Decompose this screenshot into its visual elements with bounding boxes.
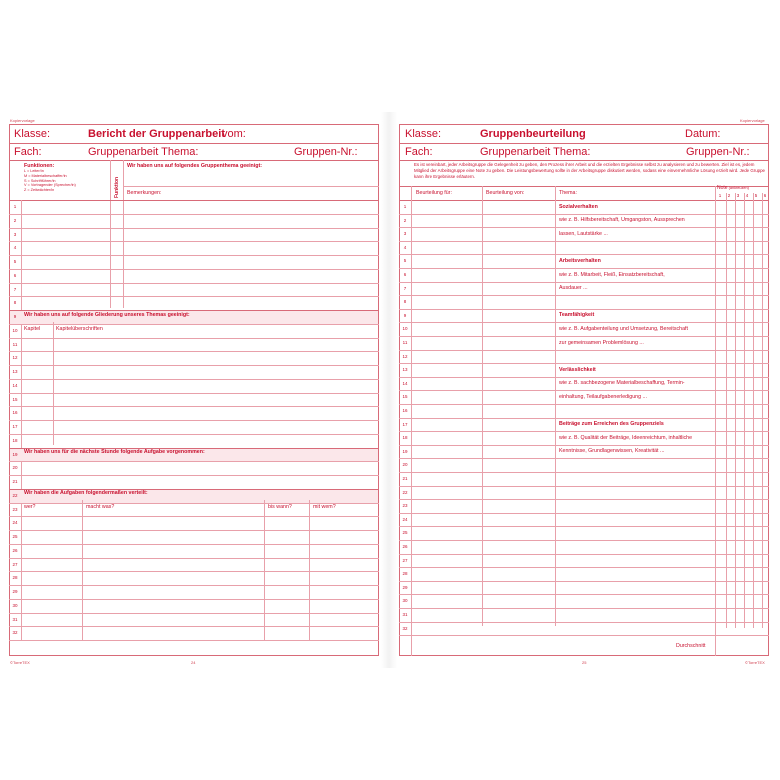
right-row-number: 31 (402, 612, 408, 617)
left-row-number: 30 (12, 602, 18, 608)
thema-label-right: Gruppenarbeit Thema: (480, 146, 591, 158)
assessment-category-description: Ausdauer ... (559, 285, 588, 292)
right-page-group-assessment (397, 112, 772, 668)
left-row-number: 9 (13, 314, 17, 319)
left-row-number: 28 (12, 575, 18, 581)
left-row-number: 31 (12, 616, 18, 622)
note-header (717, 186, 749, 191)
assessment-category: Teamfähigkeit (559, 312, 595, 319)
left-row-number: 11 (12, 341, 18, 347)
right-row-number: 13 (402, 367, 408, 373)
page-number-left: 24 (191, 660, 196, 665)
assessment-category-description: einhaltung, Teilaufgabenerledigung ... (559, 393, 647, 400)
vom-label: vom: (222, 128, 246, 140)
left-row-number: 5 (13, 259, 17, 264)
macht-was-label: macht was? (86, 504, 115, 510)
assessment-category-description: wie z. B. Qualität der Beiträge, Ideenreichtum, inhaltliche (559, 434, 693, 441)
funktion-m: M = Materialbeschaffer/in (24, 173, 67, 178)
left-row-number: 17 (12, 424, 18, 429)
page-number-right: 25 (582, 660, 587, 665)
assessment-title: Gruppenbeurteilung (480, 128, 586, 140)
footer-logo-right: ©TorreTEX (745, 660, 765, 665)
left-row-number: 20 (12, 465, 18, 471)
funktionen-list (24, 169, 76, 193)
klasse-label-right: Klasse: (405, 128, 442, 140)
right-row-number: 23 (402, 503, 408, 509)
note-sub-label: (ankreuzen) (728, 186, 749, 190)
left-row-number: 16 (12, 410, 18, 416)
left-row-number: 12 (12, 355, 18, 361)
right-row-number: 1 (403, 204, 407, 209)
bis-wann-label: bis wann? (268, 504, 292, 510)
assessment-category-description: wie z. B. sachbezogene Materialbeschaffung, Termin- (559, 380, 685, 387)
left-row-number: 24 (12, 520, 18, 526)
note-column-2: 2 (727, 193, 731, 198)
right-row-number: 24 (402, 516, 408, 522)
right-row-number: 12 (402, 353, 408, 359)
left-row-number: 21 (12, 479, 18, 484)
assessment-category: Verlässlichkeit (559, 366, 596, 373)
right-row-number: 28 (402, 571, 408, 577)
funktion-z: Z = Zeitwächter/in (24, 188, 55, 193)
left-row-number: 22 (12, 492, 18, 498)
left-row-number: 13 (12, 369, 18, 374)
aufgabe-heading: Wir haben uns für die nächste Stunde folgende Aufgabe vorgenommen: (24, 449, 205, 455)
left-row-number: 27 (12, 561, 18, 567)
right-row-number: 17 (402, 421, 408, 427)
mit-wem-label: mit wem? (313, 504, 336, 510)
note-column-6: 6 (763, 193, 767, 198)
right-row-number: 32 (402, 625, 408, 631)
left-row-number: 10 (12, 327, 18, 333)
right-row-number: 11 (402, 340, 408, 345)
footer-logo-left: ©TorreTEX (10, 660, 30, 665)
right-row-number: 2 (403, 217, 407, 223)
left-row-number: 25 (12, 534, 18, 539)
note-column-3: 3 (736, 193, 740, 198)
note-column-5: 5 (754, 193, 758, 198)
assessment-category: Arbeitsverhalten (559, 257, 601, 264)
right-row-number: 7 (403, 285, 407, 291)
thema-label: Gruppenarbeit Thema: (88, 146, 199, 158)
right-row-number: 19 (402, 448, 408, 454)
left-row-number: 8 (13, 300, 17, 306)
funktion-l: L = Leiter/in (24, 169, 44, 173)
themen-heading: Wir haben uns auf folgendes Gruppenthema geeinigt: (127, 163, 263, 169)
right-row-number: 8 (403, 299, 407, 305)
beurteilung-von-label: Beurteilung von: (486, 190, 525, 196)
note-label: Note (717, 185, 728, 191)
gruppen-nr-label-right: Gruppen-Nr.: (686, 146, 750, 158)
left-row-number: 23 (12, 506, 18, 512)
left-row-number: 14 (12, 382, 18, 388)
right-row-number: 29 (402, 584, 408, 590)
kapitel-label: Kapitel (24, 326, 41, 332)
funktion-v: V = Vortragender (Sprecher/in) (24, 183, 76, 188)
beurteilung-fuer-label: Beurteilung für: (416, 190, 452, 196)
right-row-number: 18 (402, 435, 408, 441)
copy-template-label-right: Kopiervorlage (740, 118, 765, 123)
report-form-frame (9, 124, 379, 656)
report-title: Bericht der Gruppenarbeit (88, 128, 225, 140)
right-row-number: 25 (402, 530, 408, 536)
durchschnitt-label: Durchschnitt (676, 643, 706, 649)
funktion-vertical-label: Funktion (114, 176, 120, 198)
gliederung-heading: Wir haben uns auf folgende Gliederung unseres Themas geeinigt: (24, 312, 190, 318)
left-row-number: 1 (13, 204, 17, 209)
copy-template-label: Kopiervorlage (10, 118, 35, 123)
left-row-number: 2 (13, 217, 17, 223)
right-row-number: 21 (402, 476, 408, 481)
left-page-group-report (6, 112, 381, 668)
left-row-number: 6 (13, 272, 17, 278)
left-row-number: 7 (13, 286, 17, 292)
right-row-number: 10 (402, 326, 408, 332)
book-gutter (381, 112, 397, 668)
assessment-category: Sozialverhalten (559, 203, 598, 210)
fach-label: Fach: (14, 146, 42, 158)
note-column-4: 4 (745, 193, 749, 198)
bemerkungen-label: Bemerkungen: (127, 190, 162, 196)
thema-column-label: Thema: (559, 190, 577, 196)
left-row-number: 18 (12, 437, 18, 443)
left-row-number: 29 (12, 589, 18, 594)
assessment-category: Beiträge zum Erreichen des Gruppenziels (559, 421, 664, 428)
assessment-category-description: Kenntnisse, Grundlagenwissen, Kreativität ... (559, 448, 665, 455)
right-row-number: 22 (402, 489, 408, 495)
datum-label: Datum: (685, 128, 721, 140)
right-row-number: 27 (402, 557, 408, 563)
note-column-1: 1 (718, 193, 722, 198)
left-row-number: 3 (13, 231, 17, 237)
assessment-category-description: wie z. B. Hilfsbereitschaft, Umgangston, Aussprechen (559, 217, 685, 224)
assessment-category-description: zur gemeinsamen Problemlösung ... (559, 339, 644, 346)
instructions-paragraph: Es ist vereinbart, jeder Arbeitsgruppe die Gelegenheit zu geben, den Prozess ihrer Arbeit und die erzielten Ergebnisse selbst zu analysieren und zu bewerten. Ziel ist es, jedem Mitglied der Arbeitsgruppe eine Note zu geben. Die Leistungsbewertung sollte in der Arbeitsgruppe diskutiert werden, sodass eine einvernehmliche Lösung erzielt wird. Jede Gruppe kann ihre Ergebnisse erläutern. (414, 162, 765, 180)
right-row-number: 20 (402, 462, 408, 468)
verteilt-heading: Wir haben die Aufgaben folgendermaßen verteilt: (24, 490, 148, 496)
funktion-s: S = Schriftführer/in (24, 178, 56, 183)
left-row-number: 26 (12, 547, 18, 553)
assessment-category-description: wie z. B. Aufgabenteilung und Umsetzung, Bereitschaft (559, 325, 688, 332)
kapitelueberschriften-label: Kapitelüberschriften (56, 326, 103, 332)
right-row-number: 5 (403, 258, 407, 264)
right-row-number: 6 (403, 272, 407, 277)
right-row-number: 15 (402, 394, 408, 400)
right-row-number: 9 (403, 312, 407, 318)
right-row-number: 14 (402, 380, 408, 386)
left-row-number: 15 (12, 396, 18, 402)
right-row-number: 26 (402, 544, 408, 549)
assessment-category-description: lassen, Lautstärke ... (559, 230, 608, 237)
fach-label-right: Fach: (405, 146, 433, 158)
assessment-category-description: wie z. B. Mitarbeit, Fleiß, Einsatzbereitschaft, (559, 271, 665, 278)
right-row-number: 16 (402, 408, 408, 413)
klasse-label: Klasse: (14, 128, 51, 140)
left-row-number: 19 (12, 451, 18, 457)
right-row-number: 30 (402, 598, 408, 604)
right-row-number: 3 (403, 231, 407, 237)
right-row-number: 4 (403, 244, 407, 250)
funktionen-title: Funktionen: (24, 163, 55, 169)
left-row-number: 4 (13, 245, 17, 251)
left-row-number: 32 (12, 630, 18, 636)
gruppen-nr-label: Gruppen-Nr.: (294, 146, 358, 158)
wer-label: wer? (24, 504, 36, 510)
